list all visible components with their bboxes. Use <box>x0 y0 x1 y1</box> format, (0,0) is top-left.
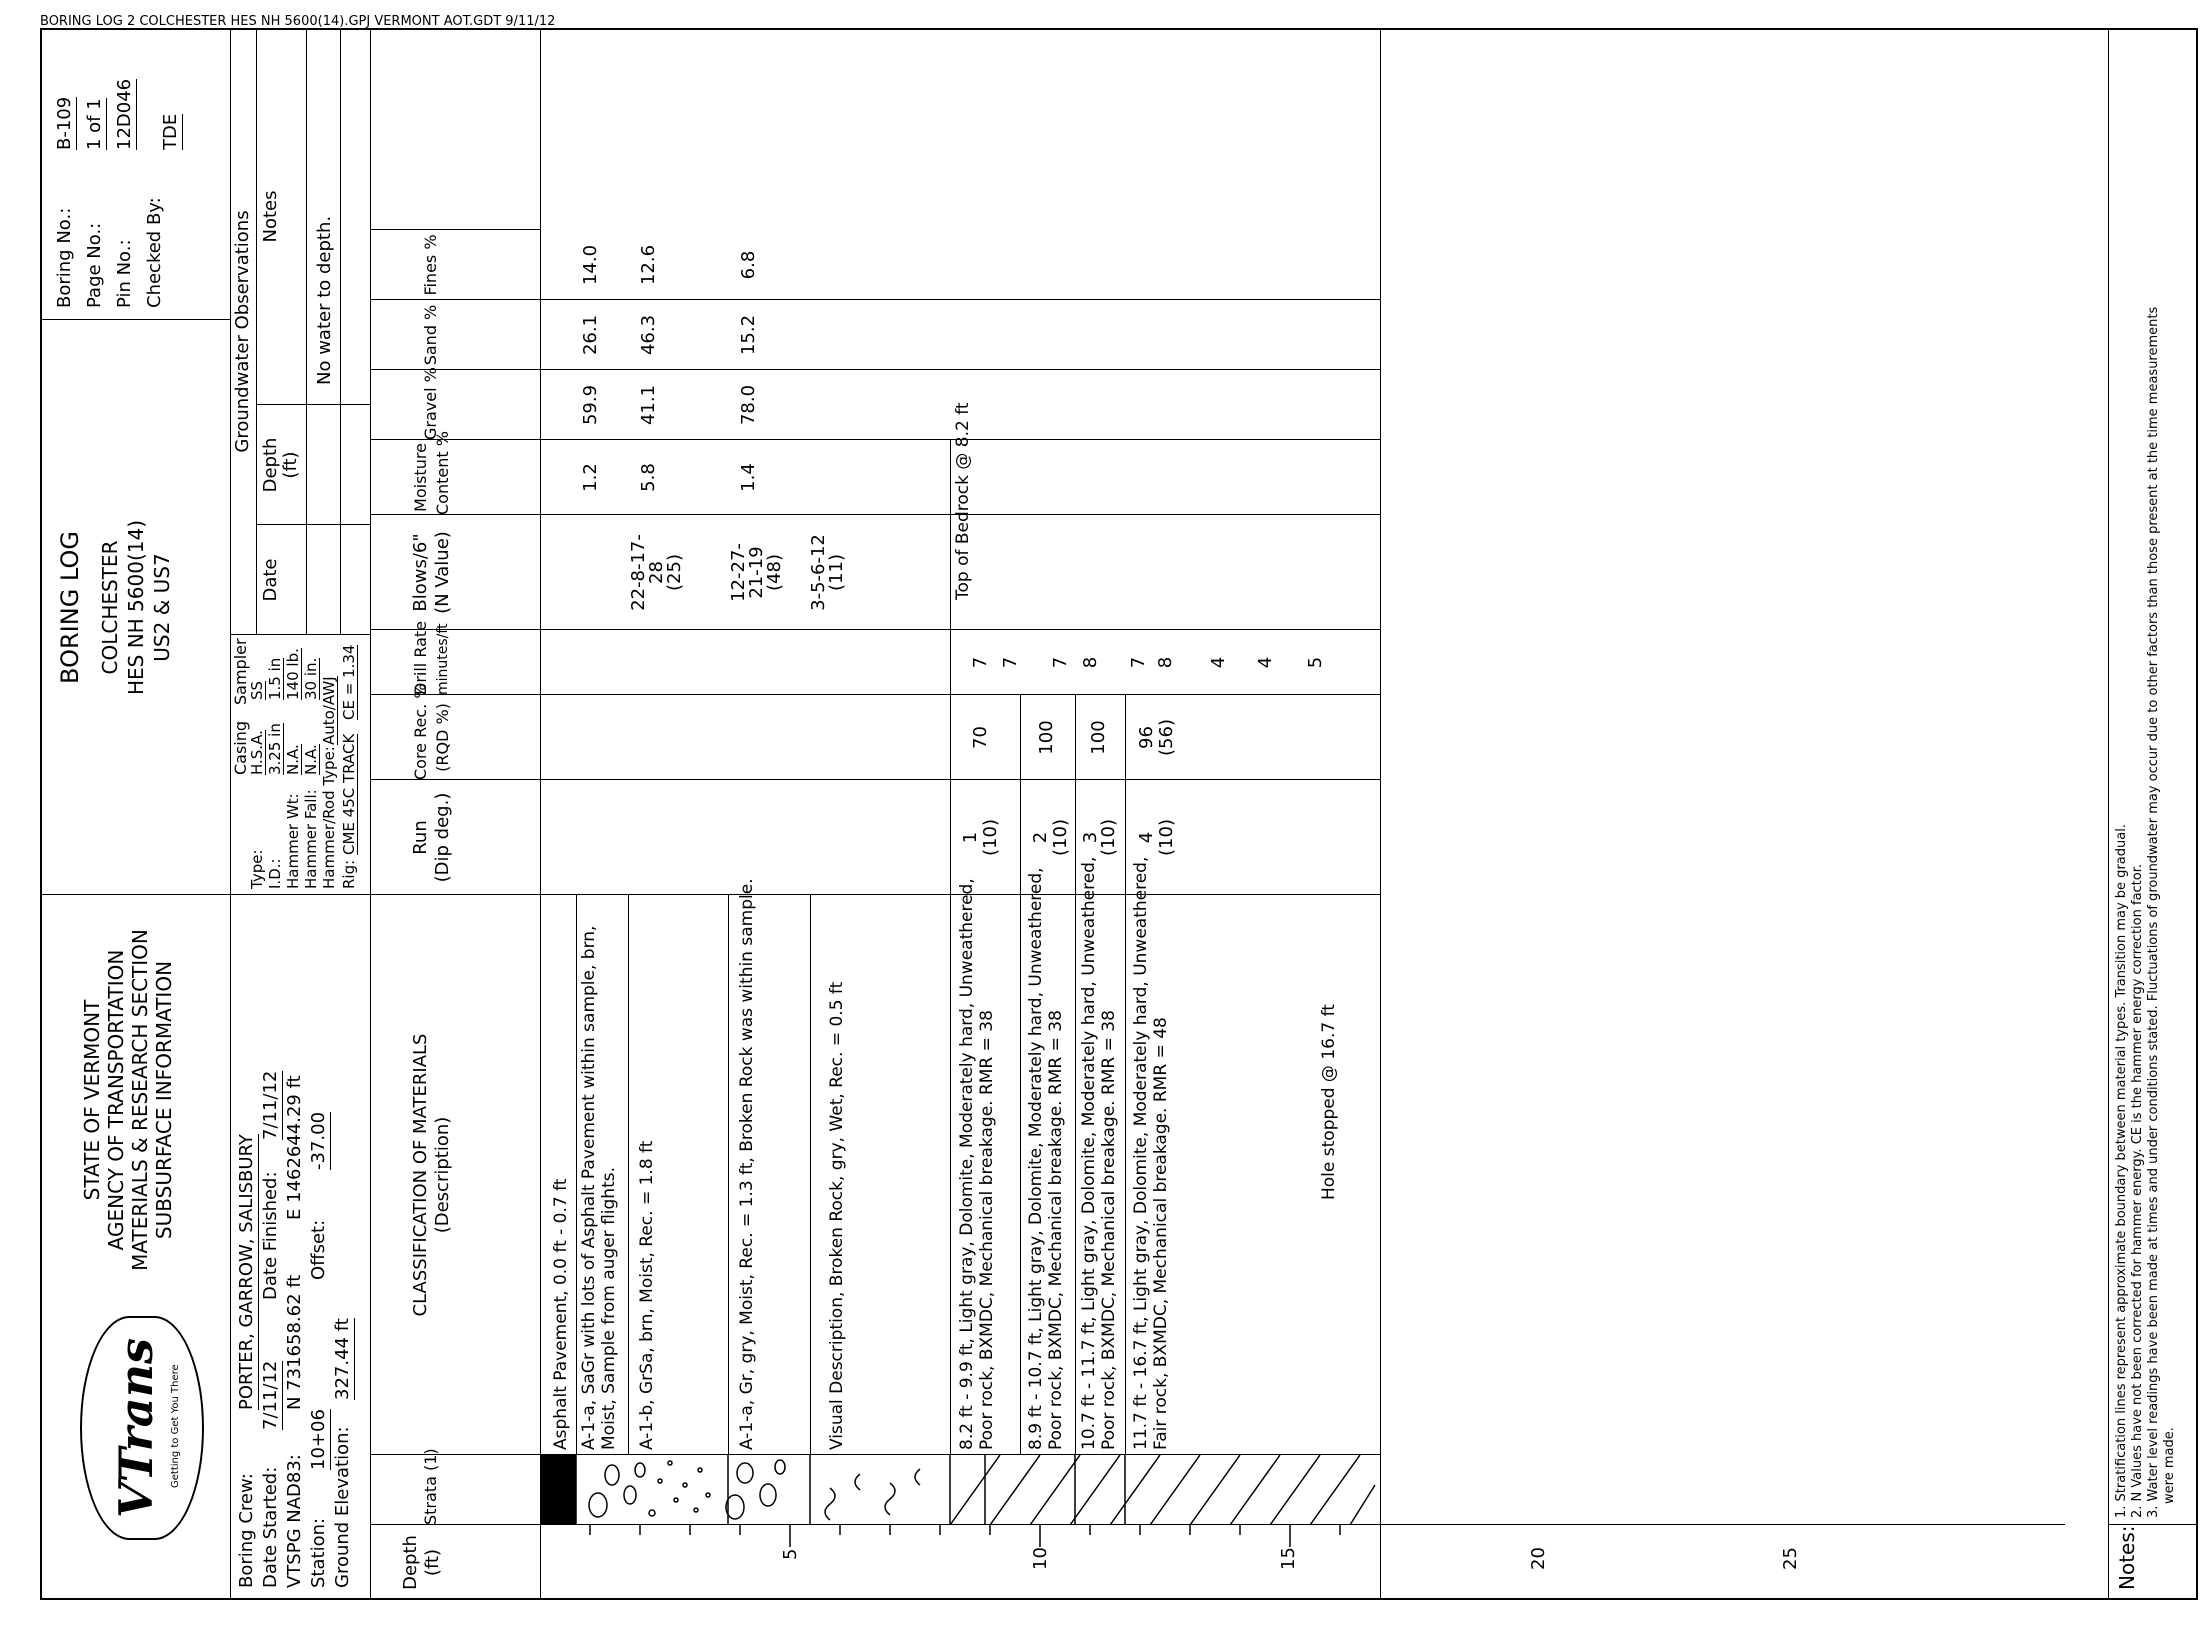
gw-note: No water to depth. <box>314 215 335 385</box>
fines-1: 14.0 <box>580 244 601 286</box>
crew: PORTER, GARROW, SALISBURY <box>236 1134 257 1410</box>
project-title: BORING LOG <box>56 531 84 684</box>
page-no: 1 of 1 <box>84 98 105 150</box>
finished-label: Date Finished: <box>260 1171 281 1300</box>
date-started: 7/11/12 <box>260 1360 281 1430</box>
hdr-depth: Depth <box>400 1535 421 1590</box>
project-number: HES NH 5600(14) <box>124 519 148 696</box>
drill-rate-1: 7 <box>970 656 991 669</box>
hdr-n-value: (N Value) <box>432 531 453 614</box>
casing-label: Casing <box>231 720 250 775</box>
notes-label: Notes: <box>2115 1525 2139 1590</box>
hammer-fall-casing: N.A. <box>302 744 320 775</box>
desc-a1a-gr: A-1-a, Gr, gry, Moist, Rec. = 1.3 ft, Broken Rock was within sample. <box>737 878 757 1450</box>
boring-no: B-109 <box>54 96 75 150</box>
blows-3-n: (11) <box>826 554 847 591</box>
hammer-wt-casing: N.A. <box>284 744 302 775</box>
agency-block <box>40 895 230 1600</box>
desc-asphalt: Asphalt Pavement, 0.0 ft - 0.7 ft <box>551 1178 571 1450</box>
sand-1: 26.1 <box>580 314 601 356</box>
blows-1-a: 22-8-17- <box>628 534 649 611</box>
agency-line1: STATE OF VERMONT <box>80 999 104 1201</box>
run-1-dip: (10) <box>980 819 1001 856</box>
pin-label: Pin No.: <box>114 239 135 308</box>
hole-stopped: Hole stopped @ 16.7 ft <box>1319 1004 1339 1200</box>
drill-rate-8: 4 <box>1255 656 1276 669</box>
project-route: US2 & US7 <box>150 553 174 662</box>
rod-type: Auto/AWJ <box>320 676 338 745</box>
desc-run2-a: 8.9 ft - 10.7 ft, Light gray, Dolomite, Moderately hard, Unweathered, <box>1026 867 1046 1450</box>
pin-no: 12D046 <box>114 78 135 150</box>
fines-3: 6.8 <box>738 250 759 280</box>
run-4: 4 <box>1136 831 1157 844</box>
note-2: 2. N Values have not been corrected for hammer energy. CE is the hammer energy correction factor. <box>2130 863 2145 1518</box>
desc-run1-b: Poor rock, BXMDC, Mechanical breakage. RMR = 38 <box>977 1010 997 1450</box>
depth-tick-25: 25 <box>1780 1547 1801 1570</box>
gw-date-label: Date <box>260 558 281 602</box>
run-4-dip: (10) <box>1156 819 1177 856</box>
note-1: 1. Stratification lines represent approximate boundary between material types. Transition may be gradual. <box>2114 824 2129 1518</box>
note-3-cont: were made. <box>2162 1427 2177 1504</box>
hdr-classification: CLASSIFICATION OF MATERIALS <box>410 1033 431 1317</box>
checked-label: Checked By: <box>144 197 165 308</box>
gw-notes-label: Notes <box>260 190 281 243</box>
rig-label: Rig: <box>340 859 358 889</box>
desc-run1-a: 8.2 ft - 9.9 ft, Light gray, Dolomite, Moderately hard, Unweathered, <box>957 878 977 1450</box>
core-3: 100 <box>1088 720 1109 755</box>
hammer-fall-sampler: 30 in. <box>302 657 320 700</box>
started-label: Date Started: <box>260 1466 281 1588</box>
core-1: 70 <box>970 726 991 749</box>
boring-info-block <box>40 28 230 320</box>
header-band <box>40 28 540 1600</box>
elevation-label: Ground Elevation: <box>332 1426 353 1588</box>
core-4: 96 <box>1136 726 1157 749</box>
column-headers <box>370 28 540 1600</box>
ground-elevation: 327.44 ft <box>332 1318 353 1400</box>
hdr-drill-rate: Drill Rate <box>411 620 430 695</box>
gravel-2: 41.1 <box>638 384 659 426</box>
blows-2-n: (48) <box>764 554 785 591</box>
hdr-drill-unit: minutes/ft <box>435 623 451 695</box>
drill-rate-9: 5 <box>1305 656 1326 669</box>
blows-1-n: (25) <box>664 554 685 591</box>
offset-label: Offset: <box>308 1219 329 1280</box>
sand-3: 15.2 <box>738 314 759 356</box>
hdr-gravel: Gravel % <box>421 367 440 440</box>
gravel-1: 59.9 <box>580 384 601 426</box>
boring-no-label: Boring No.: <box>54 207 75 308</box>
vtspg-label: VTSPG NAD83: <box>284 1454 305 1588</box>
drill-rate-6: 8 <box>1155 656 1176 669</box>
checked-by: TDE <box>160 113 181 150</box>
run-3-dip: (10) <box>1098 819 1119 856</box>
hdr-core-rec: Core Rec. % <box>411 683 430 780</box>
gw-depth-label: Depth <box>260 437 281 493</box>
hammer-fall-label: Hammer Fall: <box>302 789 320 889</box>
hdr-depth-unit: (ft) <box>422 1548 443 1577</box>
easting: E 1462644.29 ft <box>284 1075 305 1220</box>
type-label: Type: <box>248 849 266 889</box>
hdr-rqd: (RQD %) <box>433 703 452 772</box>
depth-tick-15: 15 <box>1278 1547 1299 1570</box>
rig: CME 45C TRACK <box>340 733 358 855</box>
depth-tick-20: 20 <box>1528 1547 1549 1570</box>
drill-rate-7: 4 <box>1208 656 1229 669</box>
hammer-wt-sampler: 140 lb. <box>284 648 302 700</box>
agency-line2: AGENCY OF TRANSPORTATION <box>104 949 128 1251</box>
desc-a1b: A-1-b, GrSa, brn, Moist, Rec. = 1.8 ft <box>637 1140 657 1450</box>
id-label: I.D.: <box>266 858 284 889</box>
hdr-sand: Sand % <box>421 304 440 366</box>
equipment-block <box>230 635 370 895</box>
drill-rate-4: 8 <box>1080 656 1101 669</box>
agency-line4: SUBSURFACE INFORMATION <box>152 960 176 1240</box>
log-body <box>540 28 2065 1600</box>
project-block <box>40 320 230 895</box>
desc-run3-b: Poor rock, BXMDC, Mechanical breakage. RMR = 38 <box>1099 1010 1119 1450</box>
project-town: COLCHESTER <box>98 540 122 675</box>
hdr-moisture-unit: Content % <box>433 431 452 515</box>
desc-a1a-1: A-1-a, SaGr with lots of Asphalt Pavement within sample, brn, <box>579 925 599 1450</box>
hdr-description: (Description) <box>432 1116 453 1234</box>
desc-broken-rock: Visual Description, Broken Rock, gry, Wet, Rec. = 0.5 ft <box>827 981 847 1450</box>
agency-line3: MATERIALS & RESEARCH SECTION <box>128 929 152 1271</box>
top-of-bedrock: Top of Bedrock @ 8.2 ft <box>953 402 973 600</box>
rod-type-label: Hammer/Rod Type: <box>320 746 338 889</box>
notes-band <box>2108 28 2198 1600</box>
gravel-3: 78.0 <box>738 384 759 426</box>
moisture-3: 1.4 <box>738 463 759 492</box>
gw-depth-unit: (ft) <box>280 451 301 479</box>
hdr-run-dip: (Dip deg.) <box>432 792 453 883</box>
id-sampler: 1.5 in <box>266 657 284 700</box>
run-2: 2 <box>1030 831 1051 844</box>
depth-tick-10: 10 <box>1030 1547 1051 1570</box>
blows-1-b: 28 <box>646 561 667 584</box>
hdr-blows: Blows/6" <box>410 533 431 612</box>
groundwater-block <box>230 28 370 635</box>
offset: -37.00 <box>308 1111 329 1170</box>
depth-tick-5: 5 <box>780 1548 801 1560</box>
depth-scale <box>540 1525 1380 1600</box>
logo-text: VTrans <box>109 1338 163 1518</box>
core-4-rqd: (56) <box>1156 719 1177 756</box>
station: 10+06 <box>308 1409 329 1470</box>
groundwater-title: Groundwater Observations <box>232 210 253 453</box>
ce-factor: CE = 1.34 <box>340 644 358 720</box>
id-casing: 3.25 in <box>266 723 284 775</box>
northing: N 731658.62 ft <box>284 1274 305 1410</box>
blows-2-b: 21-19 <box>746 546 767 599</box>
file-header: BORING LOG 2 COLCHESTER HES NH 5600(14).GPJ VERMONT AOT.GDT 9/11/12 <box>40 14 556 29</box>
station-label: Station: <box>308 1517 329 1588</box>
drill-rate-5: 7 <box>1128 656 1149 669</box>
hdr-strata: Strata (1) <box>421 1448 440 1525</box>
desc-run3-a: 10.7 ft - 11.7 ft, Light gray, Dolomite, Moderately hard, Unweathered, <box>1079 856 1099 1450</box>
hammer-wt-label: Hammer Wt: <box>284 793 302 889</box>
run-3: 3 <box>1080 831 1101 844</box>
sand-2: 46.3 <box>638 314 659 356</box>
blows-2-a: 12-27- <box>728 543 749 602</box>
fines-2: 12.6 <box>638 244 659 286</box>
logo-tagline: Getting to Get You There <box>170 1364 181 1488</box>
note-3: 3. Water level readings have been made at times and under conditions stated. Fluctuations of groundwater may occur due to other factors than those present at the time measurements <box>2146 306 2161 1518</box>
type-sampler: SS <box>248 680 266 700</box>
hdr-moisture: Moisture <box>411 443 430 512</box>
page-label: Page No.: <box>84 222 105 308</box>
drill-rate-2: 7 <box>1000 656 1021 669</box>
hdr-run: Run <box>410 820 431 855</box>
drill-rate-3: 7 <box>1050 656 1071 669</box>
run-1: 1 <box>960 831 981 844</box>
desc-run4-b: Fair rock, BXMDC, Mechanical breakage. RMR = 48 <box>1151 1017 1171 1450</box>
vtrans-logo <box>80 1316 204 1540</box>
run-2-dip: (10) <box>1050 819 1071 856</box>
desc-a1a-2: Moist, Sample from auger flights. <box>599 1167 619 1450</box>
blows-3-a: 3-5-6-12 <box>808 534 829 611</box>
desc-run4-a: 11.7 ft - 16.7 ft, Light gray, Dolomite, Moderately hard, Unweathered, <box>1131 856 1151 1450</box>
date-finished: 7/11/12 <box>260 1070 281 1140</box>
type-casing: H.S.A. <box>248 730 266 775</box>
boring-log-sheet <box>40 28 2198 1600</box>
desc-run2-b: Poor rock, BXMDC, Mechanical breakage. RMR = 38 <box>1046 1010 1066 1450</box>
crew-label: Boring Crew: <box>236 1473 257 1588</box>
core-2: 100 <box>1036 720 1057 755</box>
sampler-label: Sampler <box>231 638 250 705</box>
site-block <box>230 895 370 1600</box>
strata-column <box>540 1455 1380 1525</box>
moisture-2: 5.8 <box>638 463 659 492</box>
hdr-fines: Fines % <box>421 234 440 296</box>
moisture-1: 1.2 <box>580 463 601 492</box>
